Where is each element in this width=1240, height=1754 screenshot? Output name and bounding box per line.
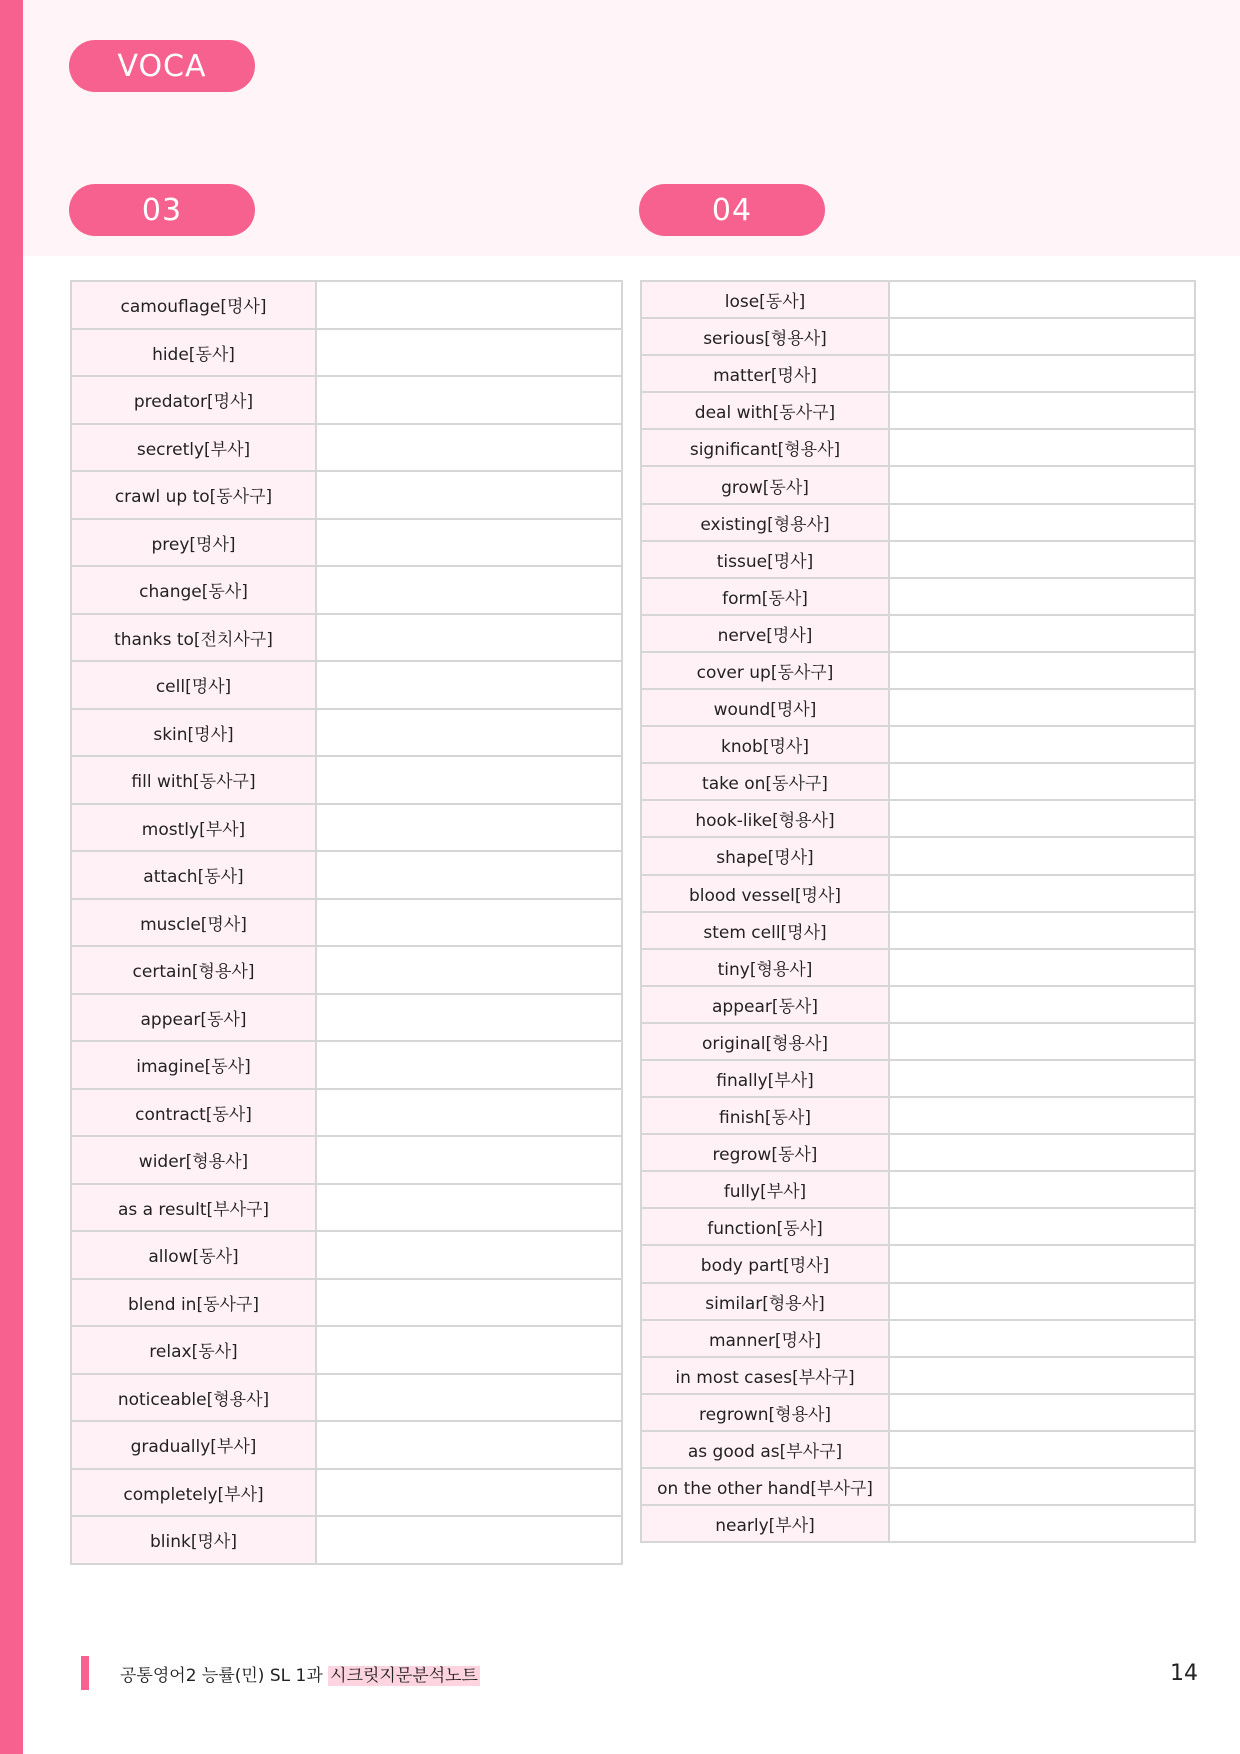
vocab-word: appear[동사] bbox=[641, 986, 889, 1023]
meaning-blank[interactable] bbox=[889, 912, 1195, 949]
table-row bbox=[71, 756, 622, 804]
table-row bbox=[641, 578, 1195, 615]
table-row bbox=[641, 281, 1195, 318]
meaning-blank[interactable] bbox=[316, 329, 622, 377]
vocab-word: serious[형용사] bbox=[641, 318, 889, 355]
table-row bbox=[641, 429, 1195, 466]
meaning-blank[interactable] bbox=[316, 424, 622, 472]
vocab-word: form[동사] bbox=[641, 578, 889, 615]
meaning-blank[interactable] bbox=[889, 1245, 1195, 1282]
table-row bbox=[71, 1516, 622, 1564]
meaning-blank[interactable] bbox=[316, 376, 622, 424]
table-row bbox=[71, 661, 622, 709]
vocab-word: allow[동사] bbox=[71, 1231, 316, 1279]
table-row bbox=[71, 899, 622, 947]
table-row bbox=[641, 800, 1195, 837]
table-row bbox=[71, 994, 622, 1042]
vocab-word: noticeable[형용사] bbox=[71, 1374, 316, 1422]
vocab-word: wound[명사] bbox=[641, 689, 889, 726]
table-row bbox=[641, 504, 1195, 541]
meaning-blank[interactable] bbox=[316, 519, 622, 567]
meaning-blank[interactable] bbox=[889, 652, 1195, 689]
vocab-word: contract[동사] bbox=[71, 1089, 316, 1137]
table-row bbox=[641, 1283, 1195, 1320]
meaning-blank[interactable] bbox=[889, 1097, 1195, 1134]
table-row bbox=[71, 1089, 622, 1137]
meaning-blank[interactable] bbox=[889, 504, 1195, 541]
meaning-blank[interactable] bbox=[316, 804, 622, 852]
vocab-word: gradually[부사] bbox=[71, 1421, 316, 1469]
voca-label: VOCA bbox=[69, 40, 255, 92]
vocab-word: imagine[동사] bbox=[71, 1041, 316, 1089]
table-row bbox=[641, 763, 1195, 800]
table-row bbox=[641, 318, 1195, 355]
meaning-blank[interactable] bbox=[316, 1469, 622, 1517]
vocab-word: finally[부사] bbox=[641, 1060, 889, 1097]
meaning-blank[interactable] bbox=[316, 709, 622, 757]
meaning-blank[interactable] bbox=[889, 1468, 1195, 1505]
vocab-word: prey[명사] bbox=[71, 519, 316, 567]
vocab-word: mostly[부사] bbox=[71, 804, 316, 852]
meaning-blank[interactable] bbox=[889, 1283, 1195, 1320]
section-number-03: 03 bbox=[69, 184, 255, 236]
table-row bbox=[641, 392, 1195, 429]
vocab-word: fill with[동사구] bbox=[71, 756, 316, 804]
table-row bbox=[71, 1184, 622, 1232]
meaning-blank[interactable] bbox=[889, 1431, 1195, 1468]
vocab-word: appear[동사] bbox=[71, 994, 316, 1042]
table-row bbox=[641, 1394, 1195, 1431]
meaning-blank[interactable] bbox=[316, 994, 622, 1042]
table-row bbox=[71, 329, 622, 377]
meaning-blank[interactable] bbox=[889, 1023, 1195, 1060]
vocab-word: relax[동사] bbox=[71, 1326, 316, 1374]
table-row bbox=[71, 566, 622, 614]
table-row bbox=[641, 355, 1195, 392]
vocab-word: nearly[부사] bbox=[641, 1505, 889, 1542]
table-row bbox=[641, 1208, 1195, 1245]
table-row bbox=[71, 1231, 622, 1279]
table-row bbox=[641, 541, 1195, 578]
vocab-word: body part[명사] bbox=[641, 1245, 889, 1282]
meaning-blank[interactable] bbox=[316, 1231, 622, 1279]
table-row bbox=[71, 519, 622, 567]
meaning-blank[interactable] bbox=[889, 949, 1195, 986]
table-row bbox=[71, 946, 622, 994]
vocab-word: matter[명사] bbox=[641, 355, 889, 392]
meaning-blank[interactable] bbox=[889, 281, 1195, 318]
table-row bbox=[641, 1171, 1195, 1208]
meaning-blank[interactable] bbox=[889, 578, 1195, 615]
table-row bbox=[71, 281, 622, 329]
vocab-word: certain[형용사] bbox=[71, 946, 316, 994]
vocab-word: grow[동사] bbox=[641, 466, 889, 503]
vocab-word: on the other hand[부사구] bbox=[641, 1468, 889, 1505]
meaning-blank[interactable] bbox=[889, 1171, 1195, 1208]
table-row bbox=[71, 1041, 622, 1089]
vocab-word: take on[동사구] bbox=[641, 763, 889, 800]
vocab-word: secretly[부사] bbox=[71, 424, 316, 472]
vocab-word: regrown[형용사] bbox=[641, 1394, 889, 1431]
table-row bbox=[641, 1245, 1195, 1282]
meaning-blank[interactable] bbox=[316, 661, 622, 709]
table-row bbox=[641, 1097, 1195, 1134]
vocab-word: skin[명사] bbox=[71, 709, 316, 757]
vocab-word: existing[형용사] bbox=[641, 504, 889, 541]
footer-highlight-text: 시크릿지문분석노트 bbox=[330, 1666, 478, 1686]
table-row bbox=[71, 1136, 622, 1184]
vocab-word: blink[명사] bbox=[71, 1516, 316, 1564]
table-row bbox=[641, 466, 1195, 503]
footer-book-title: 공통영어2 능률(민) SL 1과 bbox=[120, 1666, 323, 1686]
table-row bbox=[641, 1320, 1195, 1357]
table-row bbox=[71, 424, 622, 472]
meaning-blank[interactable] bbox=[889, 1357, 1195, 1394]
table-row bbox=[641, 1134, 1195, 1171]
table-row bbox=[641, 912, 1195, 949]
table-row bbox=[71, 1279, 622, 1327]
vocab-word: crawl up to[동사구] bbox=[71, 471, 316, 519]
meaning-blank[interactable] bbox=[889, 726, 1195, 763]
vocab-word: shape[명사] bbox=[641, 837, 889, 874]
meaning-blank[interactable] bbox=[889, 800, 1195, 837]
meaning-blank[interactable] bbox=[316, 946, 622, 994]
left-accent-bar bbox=[0, 0, 23, 1754]
section-number-04: 04 bbox=[639, 184, 825, 236]
table-row bbox=[71, 1469, 622, 1517]
meaning-blank[interactable] bbox=[316, 1041, 622, 1089]
page-number: 14 bbox=[1170, 1661, 1198, 1686]
meaning-blank[interactable] bbox=[889, 1505, 1195, 1542]
meaning-blank[interactable] bbox=[889, 541, 1195, 578]
table-row bbox=[641, 615, 1195, 652]
meaning-blank[interactable] bbox=[889, 1134, 1195, 1171]
vocab-word: as good as[부사구] bbox=[641, 1431, 889, 1468]
table-row bbox=[641, 689, 1195, 726]
table-row bbox=[641, 1357, 1195, 1394]
meaning-blank[interactable] bbox=[889, 429, 1195, 466]
table-row bbox=[71, 471, 622, 519]
table-row bbox=[71, 1421, 622, 1469]
meaning-blank[interactable] bbox=[889, 763, 1195, 800]
meaning-blank[interactable] bbox=[316, 1374, 622, 1422]
vocab-word: attach[동사] bbox=[71, 851, 316, 899]
table-row bbox=[641, 1023, 1195, 1060]
meaning-blank[interactable] bbox=[316, 1421, 622, 1469]
vocab-word: significant[형용사] bbox=[641, 429, 889, 466]
meaning-blank[interactable] bbox=[316, 566, 622, 614]
table-row bbox=[71, 614, 622, 662]
meaning-blank[interactable] bbox=[316, 1516, 622, 1564]
meaning-blank[interactable] bbox=[889, 1320, 1195, 1357]
meaning-blank[interactable] bbox=[889, 875, 1195, 912]
table-row bbox=[641, 1468, 1195, 1505]
meaning-blank[interactable] bbox=[889, 1208, 1195, 1245]
vocab-word: knob[명사] bbox=[641, 726, 889, 763]
vocab-table-04 bbox=[640, 280, 1196, 1543]
vocab-table-03 bbox=[70, 280, 623, 1565]
vocab-word: cover up[동사구] bbox=[641, 652, 889, 689]
vocab-word: camouflage[명사] bbox=[71, 281, 316, 329]
meaning-blank[interactable] bbox=[889, 466, 1195, 503]
meaning-blank[interactable] bbox=[316, 899, 622, 947]
table-row bbox=[641, 1505, 1195, 1542]
meaning-blank[interactable] bbox=[316, 281, 622, 329]
vocab-word: cell[명사] bbox=[71, 661, 316, 709]
vocab-word: thanks to[전치사구] bbox=[71, 614, 316, 662]
vocab-word: similar[형용사] bbox=[641, 1283, 889, 1320]
table-row bbox=[641, 875, 1195, 912]
table-row bbox=[71, 376, 622, 424]
vocab-word: function[동사] bbox=[641, 1208, 889, 1245]
footer-title bbox=[120, 1661, 480, 1686]
meaning-blank[interactable] bbox=[889, 318, 1195, 355]
vocab-word: in most cases[부사구] bbox=[641, 1357, 889, 1394]
table-row bbox=[71, 1326, 622, 1374]
vocab-word: blood vessel[명사] bbox=[641, 875, 889, 912]
vocab-word: manner[명사] bbox=[641, 1320, 889, 1357]
vocab-word: nerve[명사] bbox=[641, 615, 889, 652]
vocab-word: as a result[부사구] bbox=[71, 1184, 316, 1232]
table-row bbox=[71, 1374, 622, 1422]
meaning-blank[interactable] bbox=[889, 689, 1195, 726]
vocab-word: completely[부사] bbox=[71, 1469, 316, 1517]
vocab-word: original[형용사] bbox=[641, 1023, 889, 1060]
meaning-blank[interactable] bbox=[889, 837, 1195, 874]
vocab-word: lose[동사] bbox=[641, 281, 889, 318]
table-row bbox=[71, 804, 622, 852]
vocab-word: deal with[동사구] bbox=[641, 392, 889, 429]
table-row bbox=[641, 986, 1195, 1023]
meaning-blank[interactable] bbox=[889, 615, 1195, 652]
vocab-word: tissue[명사] bbox=[641, 541, 889, 578]
meaning-blank[interactable] bbox=[316, 851, 622, 899]
table-row bbox=[641, 949, 1195, 986]
vocab-word: regrow[동사] bbox=[641, 1134, 889, 1171]
meaning-blank[interactable] bbox=[316, 1326, 622, 1374]
table-row bbox=[641, 652, 1195, 689]
vocab-word: wider[형용사] bbox=[71, 1136, 316, 1184]
meaning-blank[interactable] bbox=[889, 986, 1195, 1023]
meaning-blank[interactable] bbox=[316, 1136, 622, 1184]
vocab-word: hook-like[형용사] bbox=[641, 800, 889, 837]
meaning-blank[interactable] bbox=[316, 1089, 622, 1137]
table-row bbox=[71, 709, 622, 757]
table-row bbox=[71, 851, 622, 899]
meaning-blank[interactable] bbox=[316, 471, 622, 519]
table-row bbox=[641, 726, 1195, 763]
vocab-word: hide[동사] bbox=[71, 329, 316, 377]
meaning-blank[interactable] bbox=[316, 1184, 622, 1232]
meaning-blank[interactable] bbox=[889, 1060, 1195, 1097]
vocab-word: stem cell[명사] bbox=[641, 912, 889, 949]
vocab-word: blend in[동사구] bbox=[71, 1279, 316, 1327]
table-row bbox=[641, 837, 1195, 874]
table-row bbox=[641, 1431, 1195, 1468]
meaning-blank[interactable] bbox=[316, 1279, 622, 1327]
footer-accent-mark bbox=[81, 1656, 89, 1690]
table-row bbox=[641, 1060, 1195, 1097]
meaning-blank[interactable] bbox=[889, 1394, 1195, 1431]
vocab-word: finish[동사] bbox=[641, 1097, 889, 1134]
vocab-word: change[동사] bbox=[71, 566, 316, 614]
vocab-word: muscle[명사] bbox=[71, 899, 316, 947]
vocab-word: predator[명사] bbox=[71, 376, 316, 424]
meaning-blank[interactable] bbox=[889, 355, 1195, 392]
vocab-word: fully[부사] bbox=[641, 1171, 889, 1208]
meaning-blank[interactable] bbox=[316, 756, 622, 804]
meaning-blank[interactable] bbox=[889, 392, 1195, 429]
vocab-word: tiny[형용사] bbox=[641, 949, 889, 986]
meaning-blank[interactable] bbox=[316, 614, 622, 662]
